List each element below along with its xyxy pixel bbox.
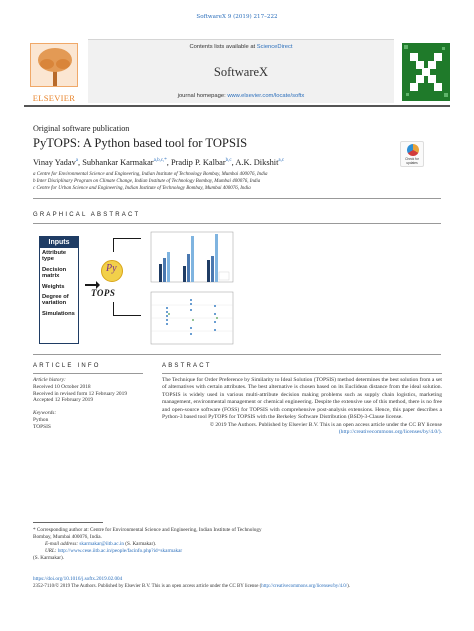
arrow-right-icon [85,284,97,286]
journal-masthead [24,39,450,103]
divider [33,373,143,374]
author-name[interactable]: Pradip P. Kalbar [170,158,226,167]
check-for-updates-badge[interactable] [400,141,424,167]
email-line [33,541,443,548]
issn-license-link[interactable]: http://creativecommons.org/licenses/by/4.0/ [261,584,348,589]
doi-link[interactable]: https://doi.org/10.1016/j.softx.2019.02.004 [33,576,123,582]
keyword: TOPSIS [33,423,51,430]
graphical-abstract-charts [141,230,247,348]
keywords-label: Keywords: [33,410,57,416]
inputs-list [42,250,78,321]
divider [33,354,441,355]
check-updates-label: Check for updates [405,157,419,165]
paper-title: PyTOPS: A Python based tool for TOPSIS [33,136,248,150]
homepage-line [88,93,394,99]
arrow-to-bar-chart-icon [113,238,141,252]
divider [33,198,441,199]
journal-name: SoftwareX [213,65,269,79]
elsevier-wordmark: ELSEVIER [32,93,76,103]
sciencedirect-link[interactable]: ScienceDirect [256,44,293,50]
issn-end: ). [347,584,350,589]
homepage-link[interactable]: www.elsevier.com/locate/softx [227,93,305,99]
masthead-rule [24,105,450,107]
author-list: Vinay Yadav$^a$, Subhankar Karmakar$^{a,b,c,*}$, Pradip P. Kalbar$^{b,c}$, A.K. Dikshit$^{a,c}$ [33,158,285,167]
doi-and-license [33,576,443,590]
copyright-text: © 2019 The Authors. Published by Elsevier B.V. This is an open access article under the CC BY license [209,421,442,428]
keywords [33,410,143,430]
url-suffix: (S. Karmakar). [33,554,64,561]
email-label: E-mail address: [45,540,79,547]
input-item: Degree of variation [42,294,69,307]
article-info-heading: ARTICLE INFO [33,363,101,369]
history-accepted: Accepted 12 February 2019 [33,397,94,404]
url-link[interactable]: http://www.cese.iitb.ac.in/people/facinfo.php?id=skarmakar [57,547,183,554]
footnote-rule [33,522,103,523]
url-label: URL: [45,547,57,554]
input-item: Weights [42,283,65,290]
elsevier-tree-icon [30,43,78,87]
email-link[interactable]: skarmakar@iitb.ac.in [79,540,124,547]
logo-topsis-text: TOPS [91,288,116,298]
affiliation: c Centre for Urban Science and Engineering, Indian Institute of Technology Bombay, Mumbai 400076, India [33,186,251,191]
homepage-prefix: journal homepage: [177,93,228,99]
contents-line [88,44,394,50]
divider [33,223,441,224]
footnotes [33,527,443,562]
author-name[interactable]: Vinay Yadav [33,158,76,167]
input-item: Simulations [42,310,75,317]
abstract-copyright [162,422,442,437]
logo-py-text: Py [106,263,117,274]
email-suffix: (S. Karmakar). [125,540,157,547]
issn-line [33,583,443,590]
divider [162,373,442,374]
author-affil-sup[interactable]: a [75,158,78,164]
arrow-to-scatter-chart-icon [113,302,141,316]
graphical-abstract [33,230,441,348]
affiliation: a Centre for Environmental Science and Engineering, Indian Institute of Technology Bombay, Mumbai 400076, India [33,172,268,177]
affiliation: b Inter Disciplinary Program on Climate Change, Indian Institute of Technology Bombay, Mumbai 400076, India [33,179,261,184]
abstract-heading: ABSTRACT [162,363,212,369]
inputs-title: Inputs [40,237,78,248]
elsevier-logo[interactable] [24,43,84,103]
journal-cover-image[interactable] [402,43,450,101]
author-name[interactable]: A.K. Dikshit [235,158,279,167]
input-item: Attribute type [42,250,67,263]
inputs-box [39,236,79,344]
issn-text: 2352-7110/© 2019 The Authors. Published by Elsevier B.V. This is an open access article under the CC BY license ( [33,584,262,589]
abstract-body [162,377,442,437]
publication-type: Original software publication [33,124,130,133]
input-item: Decision matrix [42,266,67,280]
author-affil-sup[interactable]: b,c [225,158,232,164]
corresponding-author-note: * Corresponding author at: Centre for Environmental Science and Engineering, Indian Institute of Technology Bombay, Mumbai 400076, India. [33,527,262,540]
history-received: Received 10 October 2018 [33,383,91,390]
history-revised: Received in revised form 12 February 2019 [33,390,128,397]
author-affil-sup[interactable]: a,c [278,158,285,164]
url-line [33,548,443,555]
author-name[interactable]: Subhankar Karmakar [82,158,154,167]
masthead-center [88,39,394,103]
article-history [33,377,143,404]
history-label: Article history: [33,377,66,383]
license-link[interactable]: (http://creativecommons.org/licenses/by/4.0/). [338,429,442,436]
journal-reference[interactable]: SoftwareX 9 (2019) 217–222 [196,14,278,20]
crossmark-icon [407,144,419,156]
abstract-paragraph: The Technique for Order Preference by Similarity to Ideal Solution (TOPSIS) method determines the best solution from a set of alternatives with certain attributes. The best alternative is chosen based on its Euclidean distance from the ideal solution. TOPSIS is widely used in various multi-attribute decision making problems such as supply chain logistics, marketing management, environmental management or chemical engineering. Despite the extensive use of this method, there is no free and open-source software (FOSS) for TOPSIS with comprehensive post-analysis extensions. Hence, this paper describes a Python-3 based tool PyTOPS for TOPSIS with the Berkeley Software Distribution (BSD)-3-Clause license. [162,377,442,421]
graphical-abstract-heading: GRAPHICAL ABSTRACT [33,212,141,218]
contents-prefix: Contents lists available at [189,44,257,50]
author-affil-sup[interactable]: a,b,c,* [153,158,167,164]
keyword: Python [33,416,49,423]
